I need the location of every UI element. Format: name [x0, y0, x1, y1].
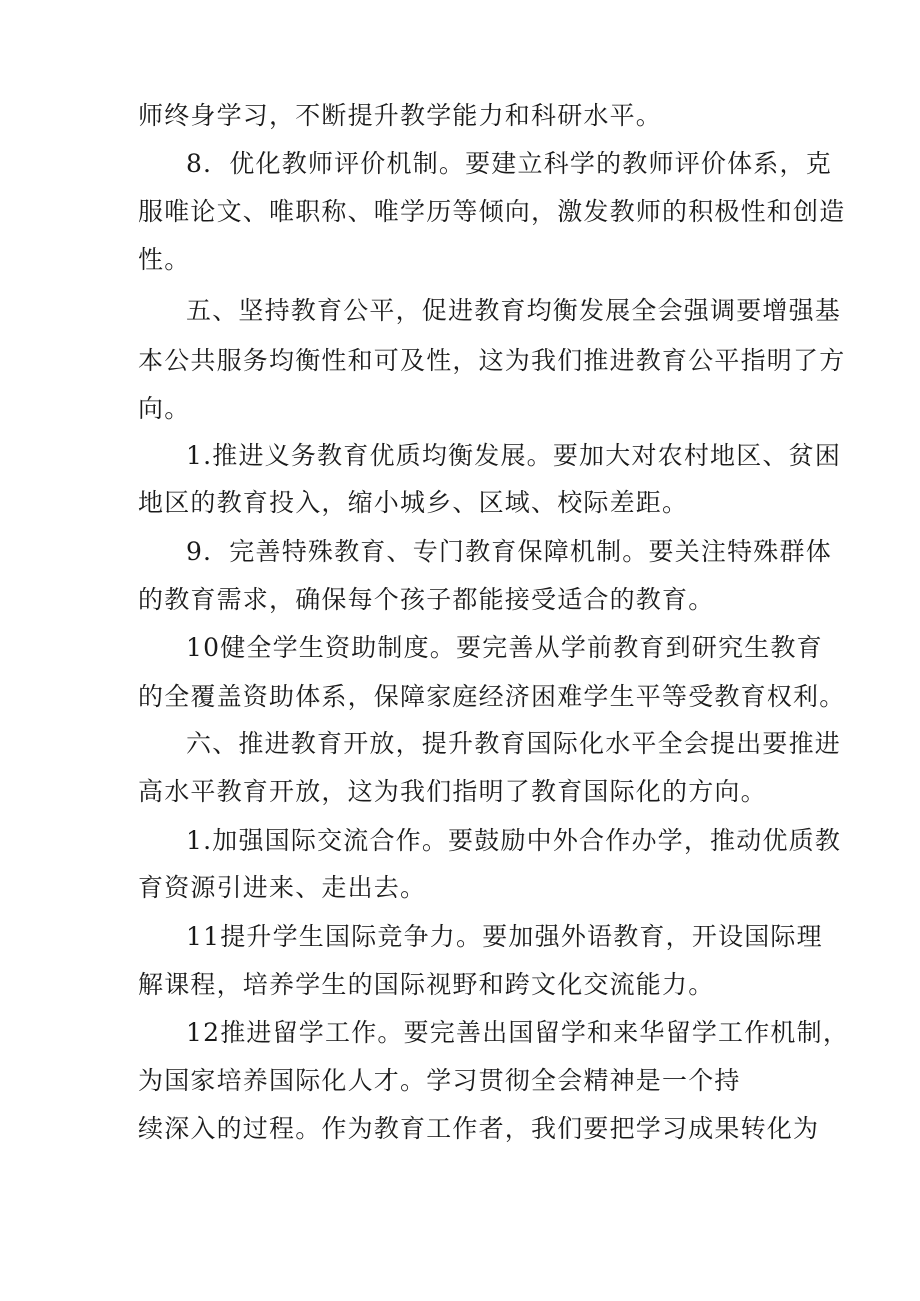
text-line: 地区的教育投入，缩小城乡、区域、校际差距。 — [138, 488, 689, 517]
text-line: 1.加强国际交流合作。要鼓励中外合作办学，推动优质教 — [186, 826, 842, 855]
text-line: 五、坚持教育公平，促进教育均衡发展全会强调要增强基 — [186, 296, 842, 325]
text-line: 9．完善特殊教育、专门教育保障机制。要关注特殊群体 — [186, 537, 832, 566]
text-line: 六、推进教育开放，提升教育国际化水平全会提出要推进 — [186, 729, 842, 758]
text-line: 8．优化教师评价机制。要建立科学的教师评价体系，克 — [186, 149, 832, 178]
text-line: 续深入的过程。作为教育工作者，我们要把学习成果转化为 — [138, 1114, 820, 1143]
text-line: 为国家培养国际化人才。学习贯彻全会精神是一个持 — [138, 1066, 741, 1095]
text-line: 育资源引进来、走出去。 — [138, 873, 427, 902]
text-line: 1.推进义务教育优质均衡发展。要加大对农村地区、贫困 — [186, 441, 842, 470]
text-line: 11提升学生国际竞争力。要加强外语教育，开设国际理 — [186, 922, 823, 951]
text-line: 高水平教育开放，这为我们指明了教育国际化的方向。 — [138, 777, 767, 806]
text-line: 性。 — [138, 245, 191, 274]
text-line: 的教育需求，确保每个孩子都能接受适合的教育。 — [138, 585, 715, 614]
text-line: 服唯论文、唯职称、唯学历等倾向，激发教师的积极性和创造 — [138, 197, 846, 226]
text-line: 12推进留学工作。要完善出国留学和来华留学工作机制， — [186, 1018, 850, 1047]
text-line: 的全覆盖资助体系，保障家庭经济困难学生平等受教育权利。 — [138, 682, 846, 711]
text-line: 10健全学生资助制度。要完善从学前教育到研究生教育 — [186, 633, 823, 662]
text-line: 向。 — [138, 394, 191, 423]
text-line: 师终身学习，不断提升教学能力和科研水平。 — [138, 101, 663, 130]
text-line: 本公共服务均衡性和可及性，这为我们推进教育公平指明了方 — [138, 346, 846, 375]
text-line: 解课程，培养学生的国际视野和跨文化交流能力。 — [138, 970, 715, 999]
